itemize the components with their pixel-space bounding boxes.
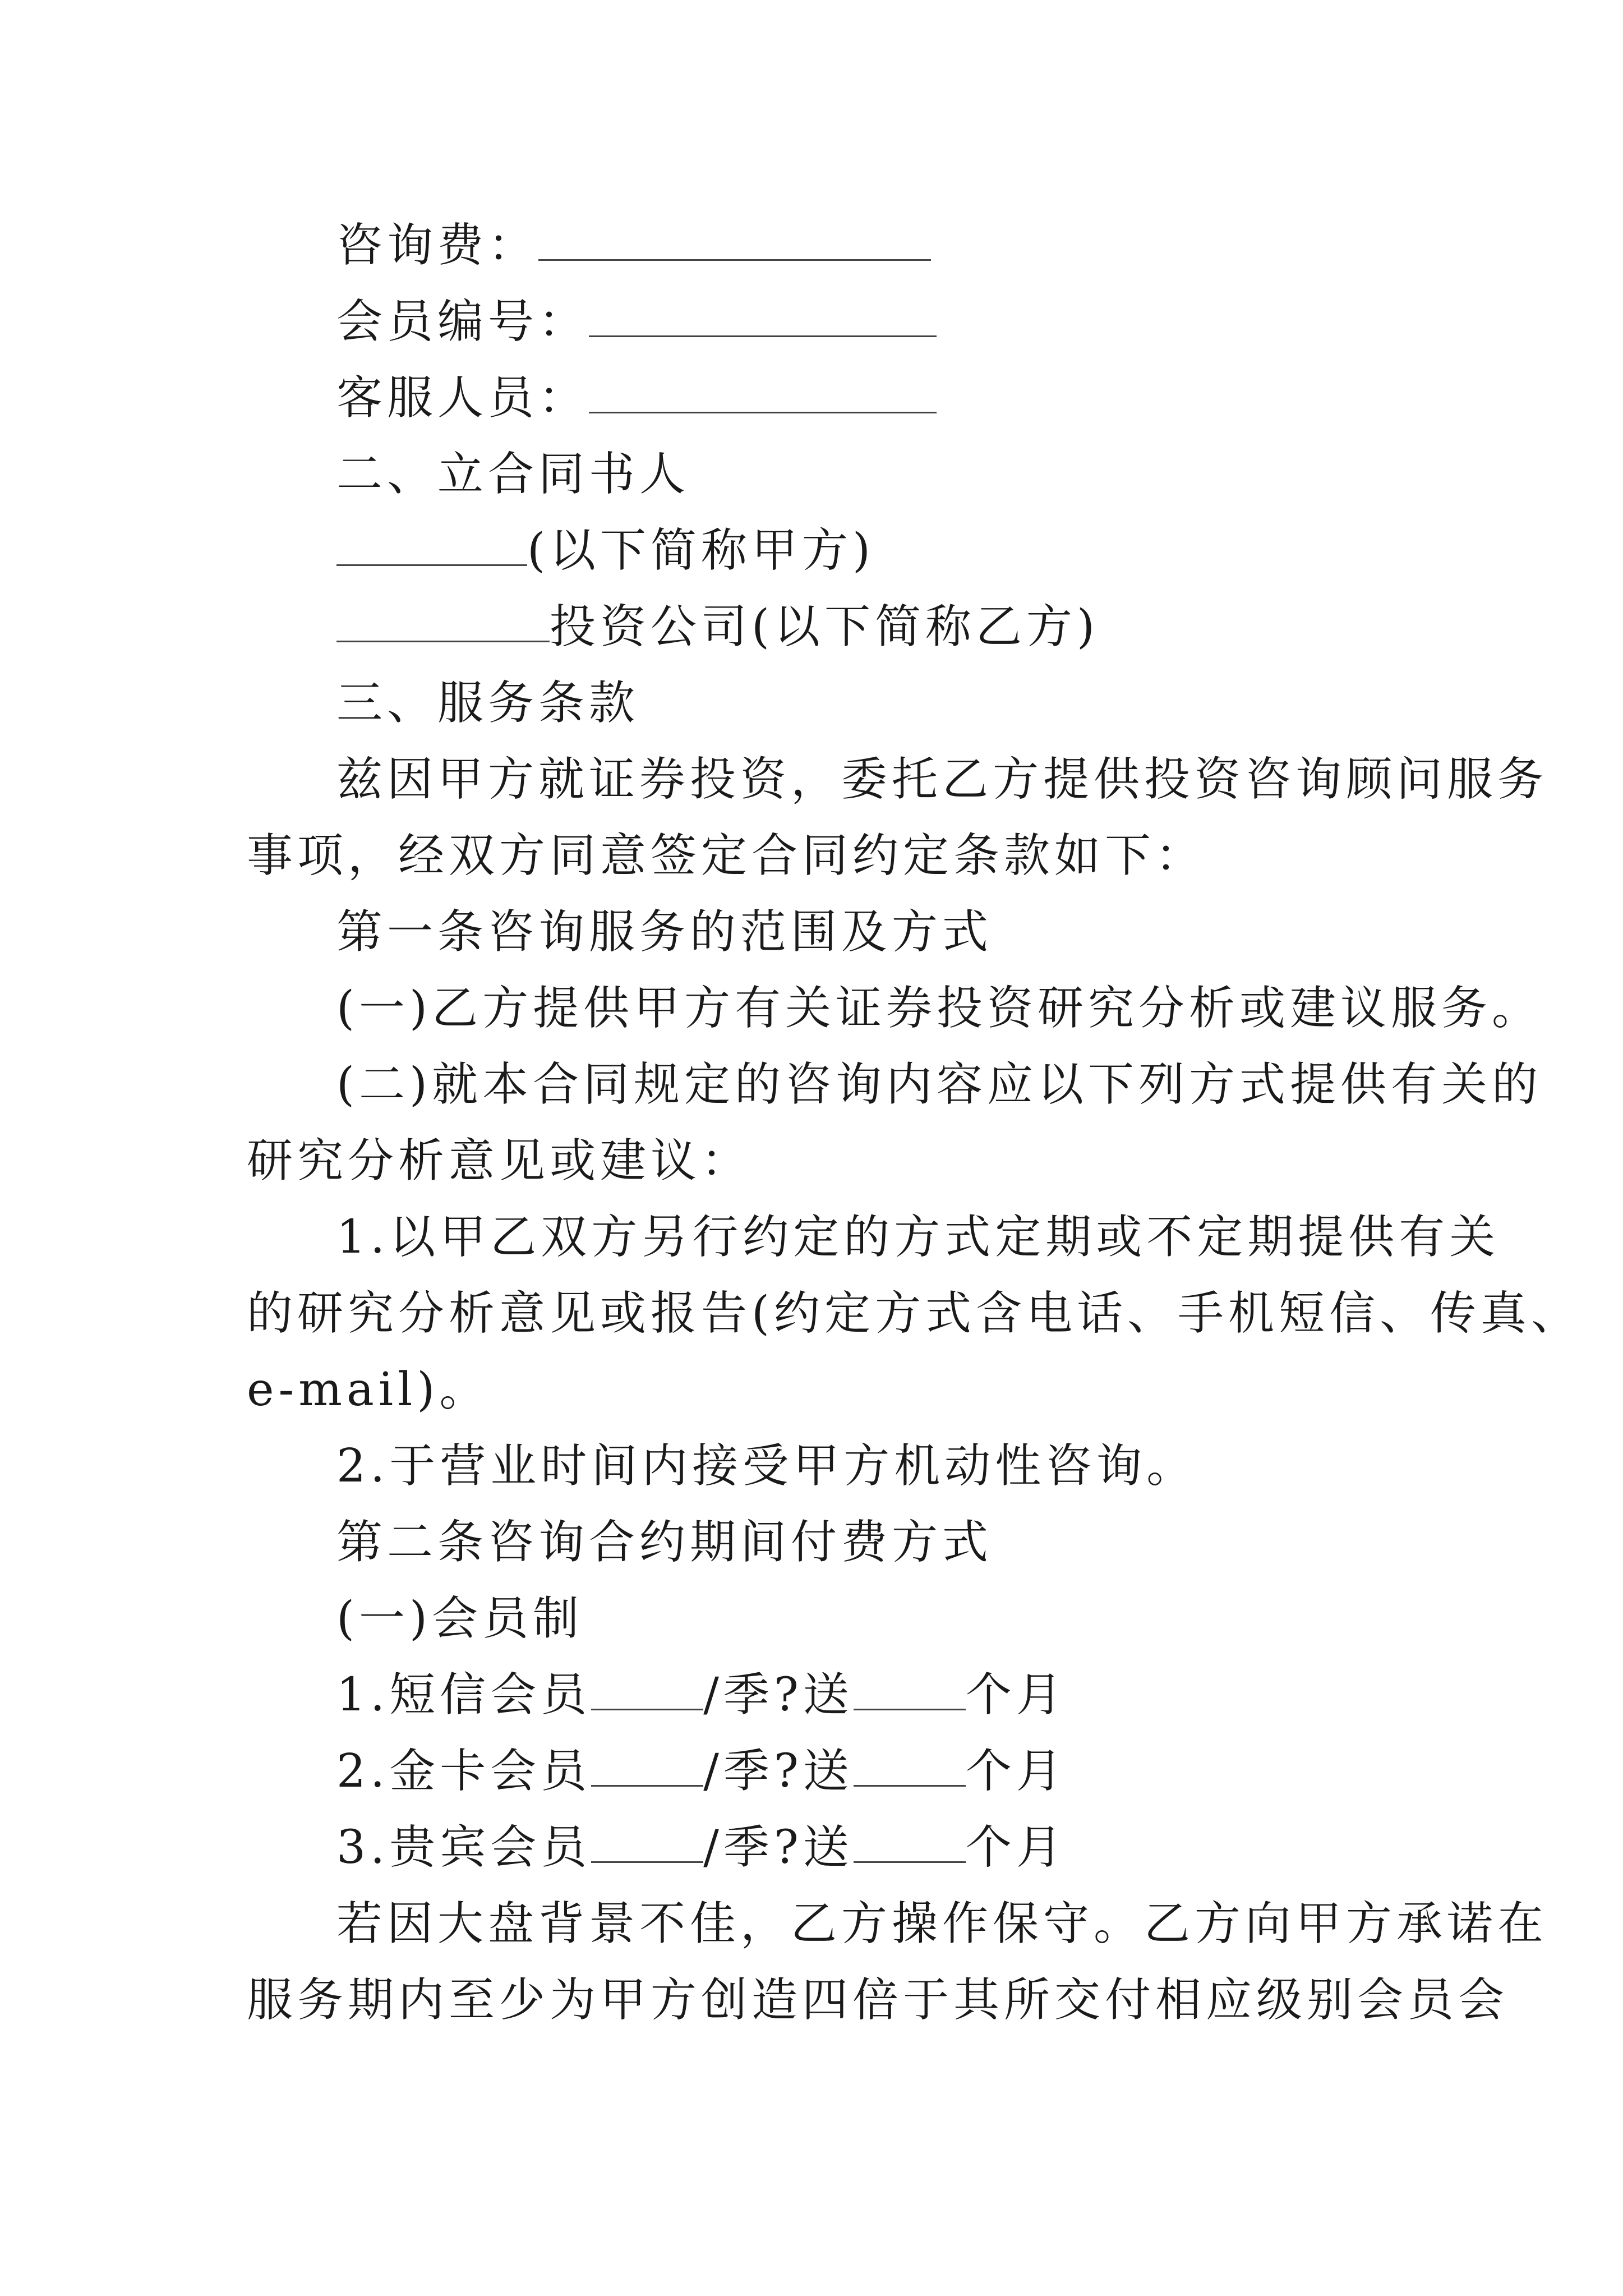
party-a-suffix: (以下简称甲方) [527, 524, 875, 577]
field-label: 咨询费： [336, 219, 539, 272]
party-a-line [247, 513, 1385, 589]
party-b-line [247, 589, 1385, 665]
closing-line-2: 服务期内至少为甲方创造四倍于其所交付相应级别会员会 [247, 1973, 1509, 2027]
membership-sms [247, 1657, 1385, 1733]
party-b-suffix: 投资公司(以下简称乙方) [550, 600, 1099, 654]
sub1-line2: 的研究分析意见或报告(约定方式含电话、手机短信、传真、 [247, 1287, 1581, 1340]
member-id-blank[interactable] [589, 296, 937, 337]
section2-title: 二、立合同书人 [336, 448, 690, 501]
article1-title: 第一条咨询服务的范围及方式 [336, 905, 993, 959]
sub1-line3: e-mail)。 [247, 1363, 490, 1416]
membership-prefix: 2.金卡会员 [336, 1745, 592, 1798]
intro-line-2: 事项，经双方同意签定合同约定条款如下： [247, 829, 1206, 882]
membership-fee-blank[interactable] [591, 1746, 703, 1787]
membership-gold [247, 1733, 1385, 1810]
membership-bonus-blank[interactable] [854, 1669, 966, 1710]
membership-fee-blank[interactable] [591, 1822, 703, 1863]
membership-prefix: 1.短信会员 [336, 1668, 592, 1722]
membership-fee-blank[interactable] [591, 1669, 703, 1710]
article2-item1: (一)会员制 [336, 1592, 583, 1645]
article1-item1: (一)乙方提供甲方有关证券投资研究分析或建议服务。 [336, 982, 1542, 1035]
membership-suffix: 个月 [965, 1821, 1067, 1874]
party-b-blank[interactable] [336, 601, 550, 642]
membership-bonus-blank[interactable] [854, 1746, 966, 1787]
closing-line-1: 若因大盘背景不佳，乙方操作保守。乙方向甲方承诺在 [336, 1897, 1548, 1950]
field-label: 会员编号： [336, 295, 589, 348]
field-service-staff [247, 360, 1385, 436]
membership-mid: /季?送 [703, 1745, 854, 1798]
field-consult-fee [247, 208, 1385, 284]
membership-suffix: 个月 [965, 1668, 1067, 1722]
consult-fee-blank[interactable] [538, 220, 931, 261]
field-label: 客服人员： [336, 371, 589, 425]
contract-body [247, 208, 1581, 2039]
article1-item2-line2: 研究分析意见或建议： [247, 1134, 752, 1188]
field-member-id [247, 284, 1385, 360]
service-staff-blank[interactable] [589, 372, 937, 413]
membership-mid: /季?送 [703, 1668, 854, 1722]
article2-title: 第二条咨询合约期间付费方式 [336, 1516, 993, 1569]
membership-bonus-blank[interactable] [854, 1822, 966, 1863]
section3-title: 三、服务条款 [336, 677, 640, 730]
sub2: 2.于营业时间内接受甲方机动性咨询。 [336, 1439, 1197, 1493]
membership-mid: /季?送 [703, 1821, 854, 1874]
intro-line-1: 兹因甲方就证券投资，委托乙方提供投资咨询顾问服务 [336, 753, 1548, 806]
party-a-blank[interactable] [336, 525, 527, 566]
membership-prefix: 3.贵宾会员 [336, 1821, 592, 1874]
sub1-line1: 1.以甲乙双方另行约定的方式定期或不定期提供有关 [336, 1211, 1500, 1264]
article1-item2-line1: (二)就本合同规定的咨询内容应以下列方式提供有关的 [336, 1058, 1542, 1111]
membership-vip [247, 1810, 1385, 1886]
membership-suffix: 个月 [965, 1745, 1067, 1798]
